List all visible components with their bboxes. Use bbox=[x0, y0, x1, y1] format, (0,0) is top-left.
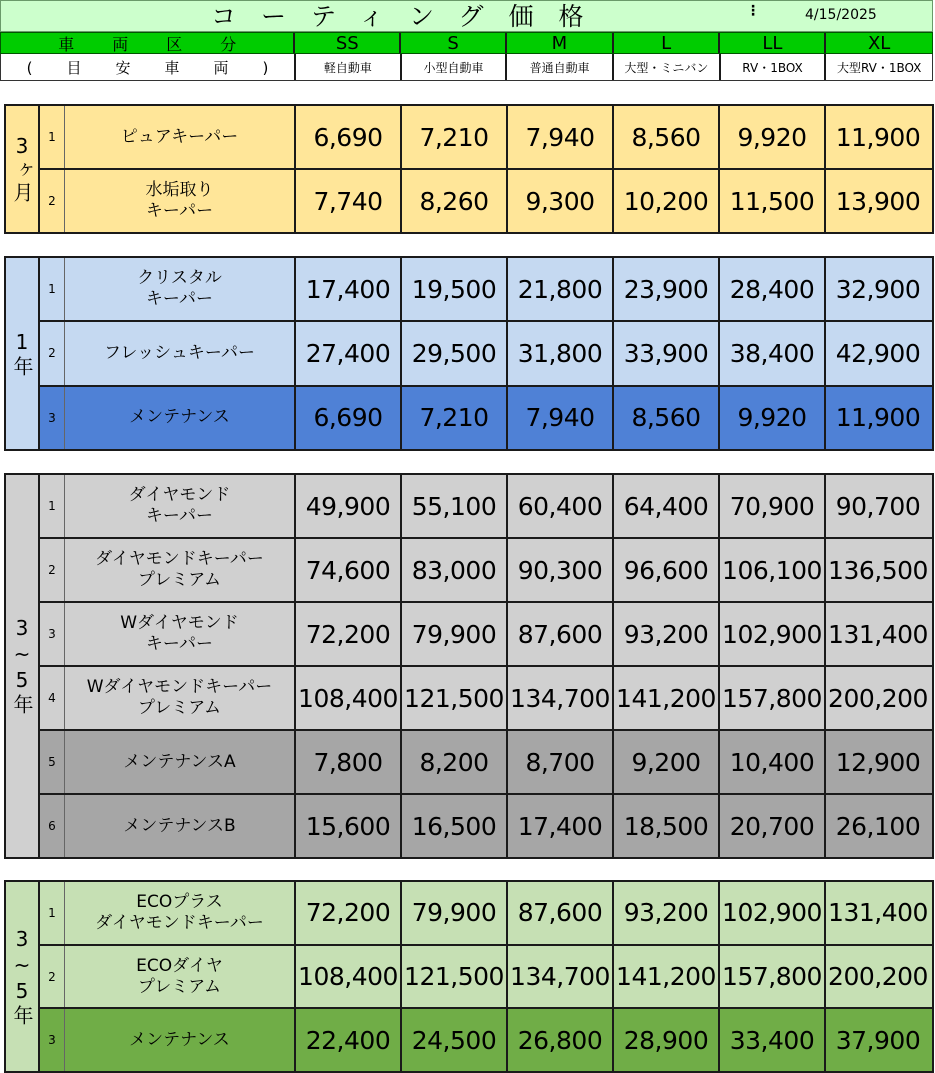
price-cell: 10,400 bbox=[720, 731, 826, 793]
product-name: ECOプラス ダイヤモンドキーパー bbox=[65, 882, 296, 944]
price-cell: 102,900 bbox=[720, 603, 826, 665]
price-cell: 28,400 bbox=[720, 258, 826, 320]
row-number: 2 bbox=[40, 539, 65, 601]
price-cell: 8,560 bbox=[614, 387, 720, 449]
price-cell: 64,400 bbox=[614, 475, 720, 537]
product-name: ダイヤモンド キーパー bbox=[65, 475, 296, 537]
price-cell: 108,400 bbox=[296, 667, 402, 729]
row-number: 1 bbox=[40, 258, 65, 320]
price-cell: 8,700 bbox=[508, 731, 614, 793]
price-cell: 134,700 bbox=[508, 946, 614, 1008]
product-name: メンテナンス bbox=[65, 1009, 296, 1071]
row-number: 3 bbox=[40, 387, 65, 449]
col-vehicle-l: 大型・ミニバン bbox=[614, 54, 721, 80]
price-cell: 74,600 bbox=[296, 539, 402, 601]
price-cell: 121,500 bbox=[402, 667, 508, 729]
example-vehicle-label: (目安車両) bbox=[1, 54, 296, 80]
col-vehicle-ss: 軽自動車 bbox=[296, 54, 402, 80]
col-size-m: M bbox=[507, 33, 614, 53]
col-vehicle-xl: 大型RV・1BOX bbox=[836, 60, 922, 75]
price-cell: 121,500 bbox=[402, 946, 508, 1008]
price-cell: 9,920 bbox=[720, 106, 826, 168]
table-row bbox=[40, 731, 932, 795]
col-size-s: S bbox=[401, 33, 507, 53]
header-size-row bbox=[0, 32, 933, 54]
title-bar bbox=[0, 0, 933, 32]
col-vehicle-ll: RV・1BOX bbox=[721, 54, 827, 80]
price-cell: 79,900 bbox=[402, 603, 508, 665]
price-cell: 38,400 bbox=[720, 322, 826, 384]
price-cell: 7,800 bbox=[296, 731, 402, 793]
price-cell: 27,400 bbox=[296, 322, 402, 384]
product-name: クリスタル キーパー bbox=[65, 258, 296, 320]
price-cell: 93,200 bbox=[614, 603, 720, 665]
price-cell: 96,600 bbox=[614, 539, 720, 601]
price-cell: 11,900 bbox=[835, 122, 921, 152]
price-cell: 28,900 bbox=[614, 1009, 720, 1071]
product-name: Wダイヤモンドキーパー プレミアム bbox=[65, 667, 296, 729]
row-number: 1 bbox=[40, 475, 65, 537]
price-cell: 33,400 bbox=[720, 1009, 826, 1071]
row-number: 5 bbox=[40, 731, 65, 793]
section-3-5-years bbox=[4, 473, 934, 859]
price-cell: 108,400 bbox=[296, 946, 402, 1008]
price-cell: 20,700 bbox=[720, 795, 826, 857]
header-vehicle-row bbox=[0, 54, 933, 81]
price-cell: 72,200 bbox=[296, 882, 402, 944]
price-cell: 17,400 bbox=[508, 795, 614, 857]
price-cell: 8,200 bbox=[402, 731, 508, 793]
price-cell: 131,400 bbox=[828, 619, 928, 649]
product-name: メンテナンス bbox=[65, 387, 296, 449]
price-cell: 55,100 bbox=[402, 475, 508, 537]
price-cell: 9,300 bbox=[508, 170, 614, 232]
section-3-months bbox=[4, 104, 934, 234]
price-cell: 49,900 bbox=[296, 475, 402, 537]
price-cell: 11,500 bbox=[720, 170, 826, 232]
price-cell: 7,940 bbox=[508, 387, 614, 449]
col-size-xl: XL bbox=[867, 32, 891, 54]
table-row bbox=[40, 603, 932, 667]
price-cell: 90,700 bbox=[835, 491, 921, 521]
col-size-ll: LL bbox=[720, 33, 826, 53]
price-cell: 8,560 bbox=[614, 106, 720, 168]
price-cell: 37,900 bbox=[835, 1025, 921, 1055]
price-cell: 200,200 bbox=[828, 683, 928, 713]
price-cell: 19,500 bbox=[402, 258, 508, 320]
product-name: 水垢取り キーパー bbox=[65, 170, 296, 232]
price-cell: 93,200 bbox=[614, 882, 720, 944]
dots-icon: ⋮ bbox=[746, 3, 760, 19]
price-cell: 134,700 bbox=[508, 667, 614, 729]
price-cell: 22,400 bbox=[296, 1009, 402, 1071]
vehicle-class-label: 車両区分 bbox=[1, 33, 295, 53]
price-cell: 15,600 bbox=[296, 795, 402, 857]
price-cell: 141,200 bbox=[614, 667, 720, 729]
row-number: 2 bbox=[40, 322, 65, 384]
price-cell: 9,200 bbox=[614, 731, 720, 793]
price-cell: 9,920 bbox=[720, 387, 826, 449]
row-number: 6 bbox=[40, 795, 65, 857]
table-row bbox=[40, 475, 932, 539]
price-cell: 16,500 bbox=[402, 795, 508, 857]
price-cell: 200,200 bbox=[828, 962, 928, 991]
product-name: メンテナンスB bbox=[65, 795, 296, 857]
price-cell: 31,800 bbox=[508, 322, 614, 384]
price-cell: 10,200 bbox=[614, 170, 720, 232]
price-cell: 29,500 bbox=[402, 322, 508, 384]
price-cell: 26,800 bbox=[508, 1009, 614, 1071]
price-cell: 21,800 bbox=[508, 258, 614, 320]
price-cell: 7,210 bbox=[402, 106, 508, 168]
price-cell: 13,900 bbox=[835, 186, 921, 216]
price-cell: 7,740 bbox=[296, 170, 402, 232]
table-row bbox=[40, 946, 932, 1010]
price-cell: 131,400 bbox=[828, 898, 928, 928]
price-cell: 6,690 bbox=[296, 106, 402, 168]
price-cell: 60,400 bbox=[508, 475, 614, 537]
col-vehicle-s: 小型自動車 bbox=[402, 54, 508, 80]
row-number: 2 bbox=[40, 170, 65, 232]
product-name: メンテナンスA bbox=[65, 731, 296, 793]
product-name: ECOダイヤ プレミアム bbox=[65, 946, 296, 1008]
table-row bbox=[40, 795, 932, 857]
product-name: フレッシュキーパー bbox=[65, 322, 296, 384]
product-name: ピュアキーパー bbox=[65, 106, 296, 168]
price-cell: 136,500 bbox=[828, 555, 928, 585]
price-cell: 106,100 bbox=[720, 539, 826, 601]
section-label: 1年 bbox=[6, 258, 40, 449]
row-number: 3 bbox=[40, 603, 65, 665]
price-cell: 7,940 bbox=[508, 106, 614, 168]
table-row bbox=[40, 667, 932, 731]
price-cell: 23,900 bbox=[614, 258, 720, 320]
date-label: 4/15/2025 bbox=[805, 7, 877, 23]
price-cell: 102,900 bbox=[720, 882, 826, 944]
price-cell: 26,100 bbox=[835, 811, 921, 841]
section-label: 3ヶ月 bbox=[6, 106, 40, 232]
price-cell: 42,900 bbox=[835, 338, 921, 368]
page-title: コーティング価格 bbox=[211, 2, 609, 31]
price-cell: 12,900 bbox=[835, 747, 921, 777]
table-row bbox=[40, 258, 932, 322]
price-cell: 11,900 bbox=[835, 403, 921, 433]
price-cell: 8,260 bbox=[402, 170, 508, 232]
col-size-ss: SS bbox=[295, 33, 401, 53]
row-number: 3 bbox=[40, 1009, 65, 1071]
section-label: 3~5年 bbox=[6, 882, 40, 1071]
price-cell: 24,500 bbox=[402, 1009, 508, 1071]
col-vehicle-m: 普通自動車 bbox=[507, 54, 614, 80]
price-cell: 87,600 bbox=[508, 882, 614, 944]
row-number: 4 bbox=[40, 667, 65, 729]
price-cell: 72,200 bbox=[296, 603, 402, 665]
table-row bbox=[40, 170, 932, 232]
price-cell: 79,900 bbox=[402, 882, 508, 944]
section-label: 3~5年 bbox=[6, 475, 40, 857]
table-row bbox=[40, 387, 932, 449]
price-cell: 141,200 bbox=[614, 946, 720, 1008]
price-cell: 157,800 bbox=[720, 946, 826, 1008]
price-cell: 87,600 bbox=[508, 603, 614, 665]
price-cell: 70,900 bbox=[720, 475, 826, 537]
product-name: Wダイヤモンド キーパー bbox=[65, 603, 296, 665]
price-cell: 33,900 bbox=[614, 322, 720, 384]
product-name: ダイヤモンドキーパー プレミアム bbox=[65, 539, 296, 601]
table-row bbox=[40, 1009, 932, 1071]
row-number: 2 bbox=[40, 946, 65, 1008]
table-row bbox=[40, 539, 932, 603]
table-row bbox=[40, 882, 932, 946]
row-number: 1 bbox=[40, 106, 65, 168]
price-cell: 157,800 bbox=[720, 667, 826, 729]
price-cell: 18,500 bbox=[614, 795, 720, 857]
price-cell: 90,300 bbox=[508, 539, 614, 601]
table-row bbox=[40, 106, 932, 170]
col-size-l: L bbox=[614, 33, 721, 53]
section-eco-3-5-years bbox=[4, 880, 934, 1073]
table-row bbox=[40, 322, 932, 386]
section-1-year bbox=[4, 256, 934, 451]
price-cell: 32,900 bbox=[835, 274, 921, 304]
price-cell: 17,400 bbox=[296, 258, 402, 320]
price-cell: 6,690 bbox=[296, 387, 402, 449]
row-number: 1 bbox=[40, 882, 65, 944]
price-cell: 7,210 bbox=[402, 387, 508, 449]
price-cell: 83,000 bbox=[402, 539, 508, 601]
